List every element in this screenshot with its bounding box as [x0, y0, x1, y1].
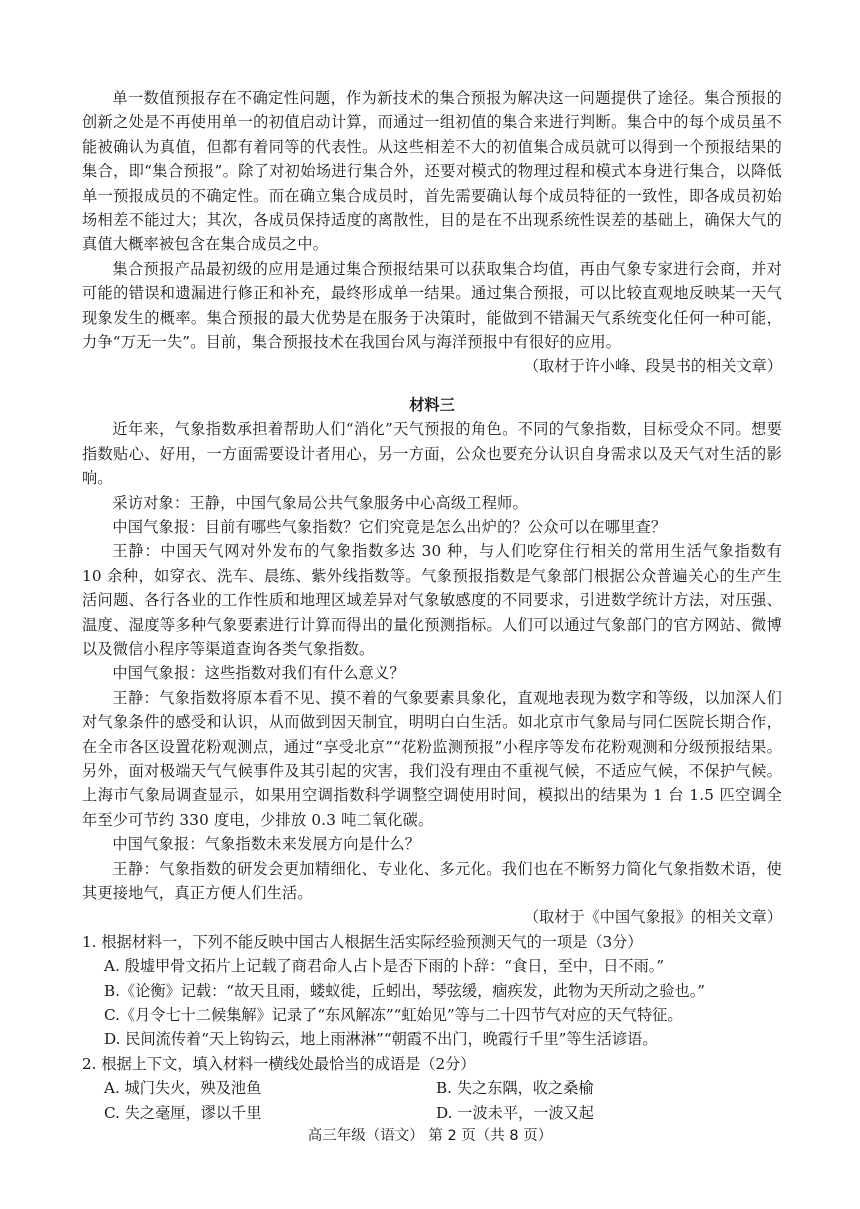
material2-paragraph-1: 单一数值预报存在不确定性问题，作为新技术的集合预报为解决这一问题提供了途径。集合预报的创新之处是不再使用单一的初值启动计算，而通过一组初值的集合来进行判断。集合中的每个成员虽不能被确认为真值，但都有着同等的代表性。从这些相差不大的初值集合成员就可以得到一个预报结果的集合，即“集合预报”。除了对初始场进行集合外，还要对模式的物理过程和模式本身进行集合，以降低单一预报成员的不确定性。而在确立集合成员时，首先需要确认每个成员特征的一致性，即各成员初始场相差不能过大；其次，各成员保持适度的离散性，目的是在不出现系统性误差的基础上，确保大气的真值大概率被包含在集合成员之中。: [82, 89, 782, 254]
question-1-stem: 1. 根据材料一，下列不能反映中国古人根据生活实际经验预测天气的一项是（3分）: [82, 932, 643, 951]
question-1-option-a: A. 殷墟甲骨文拓片上记载了商君命人占卜是否下雨的卜辞：“食日，至中，日不雨。”: [104, 957, 665, 976]
question-2-options: [82, 1076, 782, 1125]
material3-title: 材料三: [409, 395, 455, 414]
question-1-option-b: B.《论衡》记载：“故天且雨，蝼蚁徙，丘蚓出，琴弦缓，痼疾发，此物为天所动之验也。”: [104, 981, 706, 1000]
material2-paragraph-2: 集合预报产品最初级的应用是通过集合预报结果可以获取集合均值，再由气象专家进行会商，并对可能的错误和遗漏进行修正和补充，最终形成单一结果。通过集合预报，可以比较直观地反映某一天气现象发生的概率。集合预报的最大优势是在服务于决策时，能做到不错漏天气系统变化任何一种可能，力争“万无一失”。目前，集合预报技术在我国台风与海洋预报中有很好的应用。: [82, 259, 782, 352]
question-1-option-d: D. 民间流传着“天上钩钩云，地上雨淋淋”“朝霞不出门，晚霞行千里”等生活谚语。: [104, 1030, 658, 1049]
page-footer: 高三年级（语文） 第 2 页（共 8 页）: [307, 1128, 553, 1144]
material3-source: （取材于《中国气象报》的相关文章）: [523, 908, 782, 927]
material3-answer-2: 王静：气象指数将原本看不见、摸不着的气象要素具象化，直观地表现为数字和等级，以加深人们对气象条件的感受和认识，从而做到因天制宜，明明白白生活。如北京市气象局与同仁医院长期合作，在全市各区设置花粉观测点，通过“享受北京”“花粉监测预报”小程序等发布花粉观测和分级预报结果。另外，面对极端天气气候事件及其引起的灾害，我们没有理由不重视气候，不适应气候，不保护气候。上海市气象局调查显示，如果用空调指数科学调整空调使用时间，模拟出的结果为 1 台 1.5 匹空调全年至少可节约 330 度电，少排放 0.3 吨二氧化碳。: [82, 688, 782, 829]
question-1-option-c: C.《月令七十二候集解》记录了“东风解冻”“虹始见”等与二十四节气对应的天气特征。: [104, 1006, 683, 1025]
material3-question-3: 中国气象报：气象指数未来发展方向是什么？: [112, 835, 421, 854]
material3-question-1: 中国气象报：目前有哪些气象指数？它们究竟是怎么出炉的？公众可以在哪里查？: [112, 517, 667, 536]
question-2-option-d: D. 一波未平，一波又起: [436, 1103, 594, 1122]
material3-interviewee: 采访对象：王静，中国气象局公共气象服务中心高级工程师。: [112, 493, 528, 512]
exam-page-body: [82, 86, 782, 1125]
material3-question-2: 中国气象报：这些指数对我们有什么意义？: [112, 664, 405, 683]
question-2-option-a: A. 城门失火，殃及池鱼: [104, 1079, 262, 1098]
question-2-stem: 2. 根据上下文，填入材料一横线处最恰当的成语是（2分）: [82, 1054, 476, 1073]
material3-intro: 近年来，气象指数承担着帮助人们“消化”天气预报的角色。不同的气象指数，目标受众不同。想要指数贴心、好用，一方面需要设计者用心，另一方面，公众也要充分认识自身需求以及天气对生活的影响。: [82, 420, 782, 488]
material3-answer-1: 王静：中国天气网对外发布的气象指数多达 30 种，与人们吃穿住行相关的常用生活气象指数有 10 余种，如穿衣、洗车、晨练、紫外线指数等。气象预报指数是气象部门根据公众普遍关心的生产生活问题、各行各业的工作性质和地理区域差异对气象敏感度的不同要求，引进数学统计方法，对压强、温度、湿度等多种气象要素进行计算而得出的量化预测指标。人们可以通过气象部门的官方网站、微博以及微信小程序等渠道查询各类气象指数。: [82, 542, 782, 658]
material3-answer-3: 王静：气象指数的研发会更加精细化、专业化、多元化。我们也在不断努力简化气象指数术语，使其更接地气，真正方便人们生活。: [82, 859, 782, 902]
material2-source: （取材于许小峰、段昊书的相关文章）: [523, 357, 782, 376]
question-2-option-b: B. 失之东隅，收之桑榆: [436, 1079, 594, 1098]
question-2-option-c: C. 失之毫厘，谬以千里: [104, 1103, 262, 1122]
